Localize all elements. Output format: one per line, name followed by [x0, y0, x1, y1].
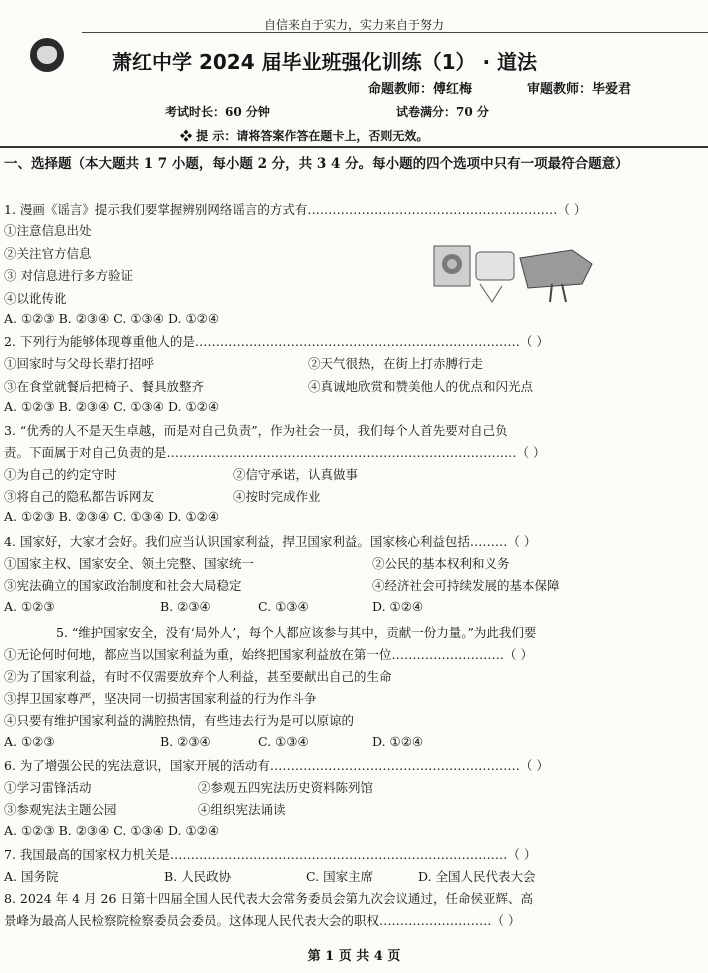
- q8-stem-line2: 景峰为最高人民检察院检察委员会委员。这体现人民代表大会的职权………………………（ ）: [4, 913, 521, 928]
- q7-choice-a: A. 国务院: [4, 869, 59, 884]
- q4-option-1: ①国家主权、国家安全、领土完整、国家统一: [4, 556, 255, 571]
- exam-tip: ❖ 提 示：请将答案作答在题卡上，否则无效。: [180, 129, 429, 143]
- q3-option-2: ②信守承诺，认真做事: [233, 467, 359, 482]
- q2-stem: 2. 下列行为能够体现尊重他人的是……………………………………………………………………（ ）: [4, 334, 549, 349]
- page-number: 第 1 页 共 4 页: [307, 949, 401, 964]
- q2-option-2: ②天气很热，在街上打赤膊行走: [308, 356, 484, 371]
- q2-option-1: ①回家时与父母长辈打招呼: [4, 356, 155, 371]
- q7-choice-c: C. 国家主席: [306, 869, 374, 884]
- school-emblem-icon: [30, 38, 64, 72]
- q6-option-4: ④组织宪法诵读: [198, 802, 286, 817]
- q4-stem: 4. 国家好，大家才会好。我们应当认识国家利益，捍卫国家利益。国家核心利益包括………（ ）: [4, 534, 537, 549]
- header-motto: 自信来自于实力，实力来自于努力: [263, 18, 444, 32]
- q5-stem: 5. “维护国家安全，没有‘局外人’，每个人都应该参与其中，贡献一份力量。”为此我们要: [56, 625, 537, 640]
- q6-stem: 6. 为了增强公民的宪法意识，国家开展的活动有……………………………………………………（ ）: [4, 758, 549, 773]
- q7-stem: 7. 我国最高的国家权力机关是………………………………………………………………………（ ）: [4, 847, 537, 862]
- q5-choice-d: D. ①②④: [372, 734, 424, 749]
- q5-choice-a: A. ①②③: [4, 734, 55, 749]
- q1-option-4: ④以讹传讹: [4, 291, 67, 306]
- q6-option-3: ③参观宪法主题公园: [4, 802, 117, 817]
- q1-option-2: ②关注官方信息: [4, 246, 92, 261]
- q4-choice-c: C. ①③④: [258, 599, 309, 614]
- q3-option-3: ③将自己的隐私都告诉网友: [4, 489, 155, 504]
- q3-option-4: ④按时完成作业: [233, 489, 321, 504]
- q7-choice-d: D. 全国人民代表大会: [418, 869, 536, 884]
- q5-option-1: ①无论何时何地，都应当以国家利益为重，始终把国家利益放在第一位………………………（ ）: [4, 647, 533, 662]
- q1-option-3: ③ 对信息进行多方验证: [4, 268, 133, 283]
- exam-full-score: 试卷满分：70 分: [396, 105, 489, 119]
- q5-option-4: ④只要有维护国家利益的满腔热情，有些违去行为是可以原谅的: [4, 713, 355, 728]
- section-heading: 一、选择题（本大题共 1 7 小题，每小题 2 分，共 3 4 分。每小题的四个选项中只有一项最符合题意）: [4, 156, 629, 172]
- q2-option-3: ③在食堂就餐后把椅子、餐具放整齐: [4, 379, 205, 394]
- q2-choices: A. ①②③ B. ②③④ C. ①③④ D. ①②④: [4, 399, 220, 414]
- section-divider: [0, 146, 708, 148]
- setter-teacher: 命题教师：傅红梅: [368, 82, 473, 97]
- q3-option-1: ①为自己的约定守时: [4, 467, 117, 482]
- q8-stem-line1: 8. 2024 年 4 月 26 日第十四届全国人民代表大会常务委员会第九次会议通过，任命侯亚辉、高: [4, 891, 533, 906]
- q4-choice-a: A. ①②③: [4, 599, 55, 614]
- q3-choices: A. ①②③ B. ②③④ C. ①③④ D. ①②④: [4, 509, 220, 524]
- q6-choices: A. ①②③ B. ②③④ C. ①③④ D. ①②④: [4, 823, 220, 838]
- q4-choice-d: D. ①②④: [372, 599, 424, 614]
- q1-option-1: ①注意信息出处: [4, 223, 92, 238]
- q1-stem: 1. 漫画《谣言》提示我们要掌握辨别网络谣言的方式有……………………………………………………（ ）: [4, 202, 587, 217]
- q5-option-2: ②为了国家利益，有时不仅需要放弃个人利益，甚至要献出自己的生命: [4, 669, 392, 684]
- q4-option-2: ②公民的基本权利和义务: [372, 556, 510, 571]
- exam-title: 萧红中学 2024 届毕业班强化训练（1） · 道法: [112, 50, 538, 74]
- q2-option-4: ④真诚地欣赏和赞美他人的优点和闪光点: [308, 379, 534, 394]
- rumor-cartoon-image: [432, 244, 594, 304]
- q6-option-2: ②参观五四宪法历史资料陈列馆: [198, 780, 374, 795]
- q4-choice-b: B. ②③④: [160, 599, 211, 614]
- q3-stem-line1: 3. “优秀的人不是天生卓越，而是对自己负责”，作为社会一员，我们每个人首先要对自己负: [4, 423, 508, 438]
- exam-duration: 考试时长：60 分钟: [165, 105, 270, 119]
- q7-choice-b: B. 人民政协: [164, 869, 232, 884]
- header-divider: [82, 32, 708, 33]
- q5-option-3: ③捍卫国家尊严，坚决同一切损害国家利益的行为作斗争: [4, 691, 317, 706]
- q4-option-4: ④经济社会可持续发展的基本保障: [372, 578, 560, 593]
- reviewer-teacher: 审题教师：毕爱君: [527, 82, 632, 97]
- q3-stem-line2: 责。下面属于对自己负责的是…………………………………………………………………………（ ）: [4, 445, 546, 460]
- q5-choice-b: B. ②③④: [160, 734, 211, 749]
- q5-choice-c: C. ①③④: [258, 734, 309, 749]
- q1-choices: A. ①②③ B. ②③④ C. ①③④ D. ①②④: [4, 311, 220, 326]
- q4-option-3: ③宪法确立的国家政治制度和社会大局稳定: [4, 578, 242, 593]
- q6-option-1: ①学习雷锋活动: [4, 780, 92, 795]
